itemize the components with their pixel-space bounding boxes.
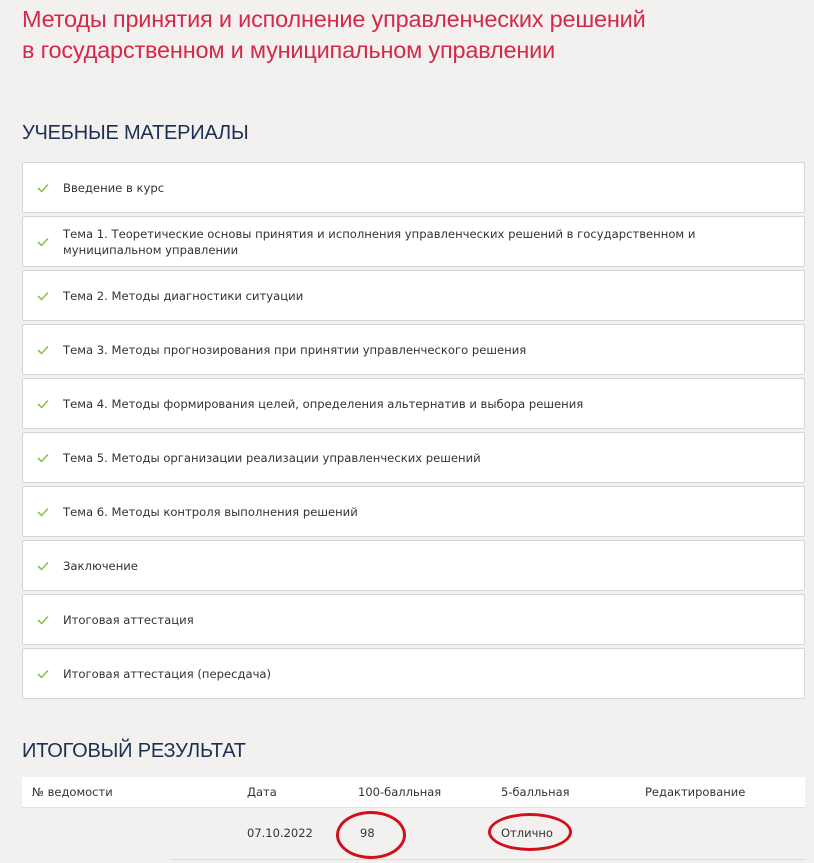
results-heading: ИТОГОВЫЙ РЕЗУЛЬТАТ: [22, 740, 246, 762]
check-icon: [37, 668, 49, 680]
material-label: Тема 1. Теоретические основы принятия и исполнения управленческих решений в государственном и муниципальном управлении: [63, 226, 696, 257]
material-label: Тема 3. Методы прогнозирования при принятии управленческого решения: [63, 342, 527, 357]
check-icon: [37, 236, 49, 248]
material-item-topic-2[interactable]: [22, 270, 805, 321]
material-item-topic-6[interactable]: [22, 486, 805, 537]
material-label: Тема 4. Методы формирования целей, определения альтернатив и выбора решения: [63, 396, 584, 411]
material-label: Тема 6. Методы контроля выполнения решений: [63, 504, 358, 519]
materials-list: [22, 162, 805, 702]
column-header-score-100: 100-балльная: [358, 785, 442, 799]
material-item-topic-3[interactable]: [22, 324, 805, 375]
column-header-date: Дата: [247, 785, 277, 799]
check-icon: [37, 560, 49, 572]
page-title: Методы принятия и исполнение управленческих решений в государственном и муниципальном управлении: [22, 6, 646, 63]
annotation-circle-score-5: [488, 813, 572, 851]
material-item-final-exam[interactable]: [22, 594, 805, 645]
cell-score-100: 98: [360, 826, 375, 840]
results-table: [22, 777, 805, 860]
column-header-score-5: 5-балльная: [501, 785, 570, 799]
material-label: Тема 5. Методы организации реализации управленческих решений: [63, 450, 481, 465]
material-label: Заключение: [63, 558, 138, 573]
row-divider: [170, 859, 805, 860]
check-icon: [37, 506, 49, 518]
material-label: Тема 2. Методы диагностики ситуации: [63, 288, 304, 303]
check-icon: [37, 182, 49, 194]
material-item-final-exam-retake[interactable]: [22, 648, 805, 699]
material-label: Итоговая аттестация: [63, 612, 194, 627]
cell-score-5: Отлично: [501, 826, 553, 840]
material-item-topic-5[interactable]: [22, 432, 805, 483]
check-icon: [37, 290, 49, 302]
table-row: [22, 807, 805, 860]
check-icon: [37, 344, 49, 356]
material-label: Введение в курс: [63, 180, 165, 195]
check-icon: [37, 614, 49, 626]
column-header-record-no: № ведомости: [32, 785, 113, 799]
material-item-topic-1[interactable]: [22, 216, 805, 267]
annotation-circle-score-100: [336, 811, 406, 859]
check-icon: [37, 452, 49, 464]
material-label: Итоговая аттестация (пересдача): [63, 666, 272, 681]
check-icon: [37, 398, 49, 410]
material-item-topic-4[interactable]: [22, 378, 805, 429]
results-table-header: [22, 777, 805, 807]
materials-heading: УЧЕБНЫЕ МАТЕРИАЛЫ: [22, 122, 249, 144]
column-header-edit: Редактирование: [645, 785, 746, 799]
material-item-conclusion[interactable]: [22, 540, 805, 591]
cell-date: 07.10.2022: [247, 826, 313, 840]
material-item-intro[interactable]: [22, 162, 805, 213]
